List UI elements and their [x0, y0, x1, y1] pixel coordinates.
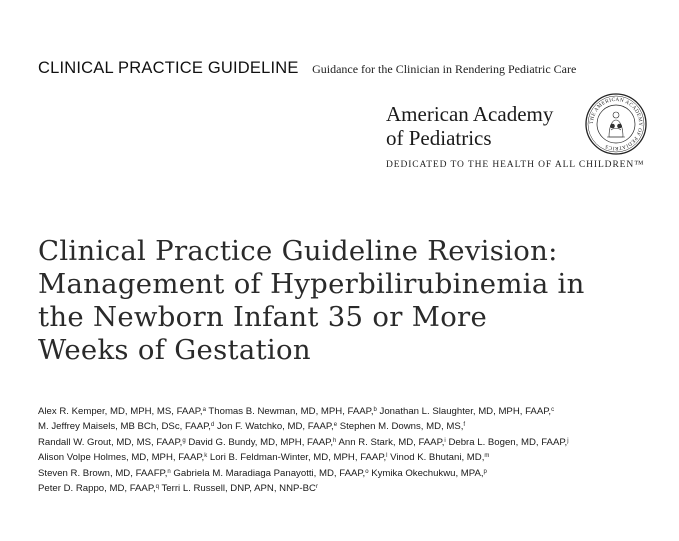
- author: [38, 406, 206, 417]
- author: [208, 406, 376, 417]
- author: [217, 421, 337, 432]
- affiliation-marker: c: [551, 407, 555, 413]
- author-name: M. Jeffrey Maisels, MB BCh, DSc, FAAP,: [38, 421, 211, 433]
- author-name: Terri L. Russell, DNP, APN, NNP-BC: [161, 483, 316, 495]
- author-name: Vinod K. Bhutani, MD,: [390, 452, 485, 464]
- author-name: Ann R. Stark, MD, FAAP,: [338, 436, 445, 448]
- organization-name-line2: of Pediatrics: [386, 126, 492, 150]
- author-name: Thomas B. Newman, MD, MPH, FAAP,: [208, 406, 374, 417]
- author-name: Kymika Okechukwu, MPA,: [371, 467, 484, 479]
- author: [188, 437, 336, 448]
- affiliation-marker: r: [315, 484, 318, 491]
- title-line: Clinical Practice Guideline Revision:: [38, 235, 558, 267]
- author: [448, 437, 568, 448]
- author: [380, 406, 555, 417]
- series-label: CLINICAL PRACTICE GUIDELINE: [38, 59, 299, 77]
- affiliation-marker: h: [333, 437, 337, 444]
- affiliation-marker: p: [483, 468, 487, 475]
- author-line: [38, 419, 673, 434]
- affiliation-marker: n: [167, 468, 171, 475]
- article-title: [38, 235, 668, 367]
- title-line: the Newborn Infant 35 or More: [38, 301, 488, 333]
- organization-name: [386, 102, 553, 150]
- author-line: [38, 404, 673, 419]
- author-name: David G. Bundy, MD, MPH, FAAP,: [188, 436, 333, 448]
- author: [390, 452, 489, 463]
- affiliation-marker: q: [155, 484, 160, 491]
- author: [340, 421, 465, 432]
- author: [38, 468, 171, 479]
- affiliation-marker: b: [373, 407, 377, 413]
- aap-seal-logo: [585, 93, 647, 155]
- author-name: Peter D. Rappo, MD, FAAP,: [38, 483, 156, 495]
- author: [38, 452, 207, 463]
- author: [38, 421, 214, 432]
- title-line: Weeks of Gestation: [38, 334, 311, 366]
- author: [173, 468, 368, 479]
- author-line: [38, 450, 673, 465]
- affiliation-marker: m: [484, 453, 490, 460]
- affiliation-marker: f: [463, 422, 466, 429]
- seal-text: THE AMERICAN ACADEMY OF PEDIATRICS: [588, 96, 644, 152]
- author-name: Gabriela M. Maradiaga Panayotti, MD, FAAP,: [173, 467, 366, 479]
- affiliation-marker: k: [204, 453, 208, 460]
- series-header: [38, 59, 576, 78]
- affiliation-marker: o: [365, 468, 369, 475]
- affiliation-marker: i: [444, 437, 446, 444]
- author-name: Alison Volpe Holmes, MD, MPH, FAAP,: [38, 452, 205, 464]
- author-list: [38, 404, 673, 496]
- author-line: [38, 435, 673, 450]
- affiliation-marker: g: [182, 437, 186, 444]
- author-line: [38, 481, 673, 496]
- author-name: Jon F. Watchko, MD, FAAP,: [216, 421, 334, 433]
- author-name: Lori B. Feldman-Winter, MD, MPH, FAAP,: [209, 452, 387, 464]
- affiliation-marker: l: [386, 453, 388, 460]
- author: [371, 468, 487, 479]
- author-name: Debra L. Bogen, MD, FAAP,: [448, 436, 568, 448]
- series-subtitle: Guidance for the Clinician in Rendering Pediatric Care: [312, 62, 577, 76]
- author: [38, 437, 186, 448]
- author: [338, 437, 445, 448]
- author: [162, 483, 318, 494]
- author-name: Steven R. Brown, MD, FAAFP,: [38, 467, 168, 479]
- author-name: Alex R. Kemper, MD, MPH, MS, FAAP,: [38, 406, 203, 417]
- affiliation-marker: j: [567, 437, 569, 444]
- organization-name-line1: American Academy: [386, 102, 554, 126]
- organization-tagline: DEDICATED TO THE HEALTH OF ALL CHILDREN™: [386, 160, 645, 170]
- author-name: Randall W. Grout, MD, MS, FAAP,: [38, 436, 183, 448]
- seal-figure-icon: [607, 112, 625, 137]
- title-line: Management of Hyperbilirubinemia in: [38, 268, 585, 300]
- author: [38, 483, 159, 494]
- author: [210, 452, 388, 463]
- author-name: Jonathan L. Slaughter, MD, MPH, FAAP,: [379, 406, 552, 417]
- affiliation-marker: a: [202, 407, 206, 413]
- author-line: [38, 466, 673, 481]
- affiliation-marker: e: [333, 422, 338, 429]
- author-name: Stephen M. Downs, MD, MS,: [339, 421, 464, 433]
- affiliation-marker: d: [210, 422, 215, 429]
